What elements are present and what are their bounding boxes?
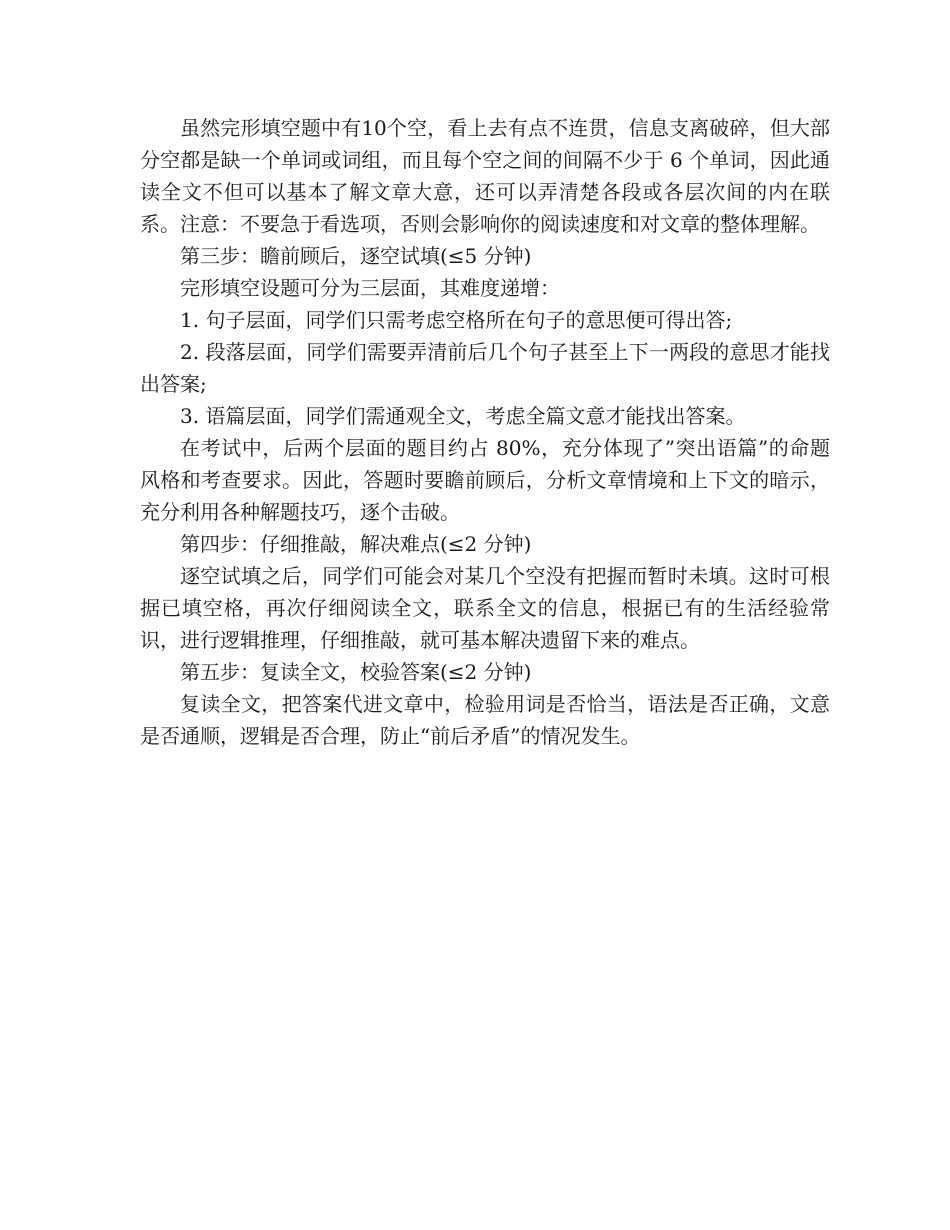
heading-step-three: 第三步：瞻前顾后，逐空试填(≤5 分钟) — [180, 244, 532, 268]
paragraph-intro: 虽然完形填空题中有10个空，看上去有点不连贯，信息支离破碎，但大部分空都是缺一个单词或词组，而且每个空之间的间隔不少于 6 个单词，因此通读全文不但可以基本了解文章大意，还可以弄清楚各段或各层次间的内在联系。注意：不要急于看选项，否则会影响你的阅读速度和对文章的整体理解。 — [140, 116, 830, 236]
paragraph-exam-note: 在考试中，后两个层面的题目约占 80%，充分体现了”突出语篇”的命题风格和考查要求。因此，答题时要瞻前顾后，分析文章情境和上下文的暗示，充分利用各种解题技巧，逐个击破。 — [140, 436, 830, 524]
paragraph-step-five: 复读全文，把答案代进文章中，检验用词是否恰当，语法是否正确，文意是否通顺，逻辑是否合理，防止“前后矛盾”的情况发生。 — [140, 692, 830, 748]
paragraph-step-four: 逐空试填之后，同学们可能会对某几个空没有把握而暂时未填。这时可根据已填空格，再次仔细阅读全文，联系全文的信息，根据已有的生活经验常识，进行逻辑推理，仔细推敲，就可基本解决遗留下来的难点。 — [140, 564, 830, 652]
list-item-paragraph-level: 2. 段落层面，同学们需要弄清前后几个句子甚至上下一两段的意思才能找出答案; — [140, 340, 830, 396]
list-item-discourse-level: 3. 语篇层面，同学们需通观全文，考虑全篇文意才能找出答案。 — [180, 404, 746, 428]
list-item-sentence-level: 1. 句子层面，同学们只需考虑空格所在句子的意思便可得出答; — [180, 308, 733, 332]
heading-step-four: 第四步：仔细推敲，解决难点(≤2 分钟) — [180, 532, 532, 556]
paragraph-levels-intro: 完形填空设题可分为三层面，其难度递增： — [180, 276, 560, 300]
document-body — [140, 112, 830, 752]
heading-step-five: 第五步：复读全文，校验答案(≤2 分钟) — [180, 660, 532, 684]
